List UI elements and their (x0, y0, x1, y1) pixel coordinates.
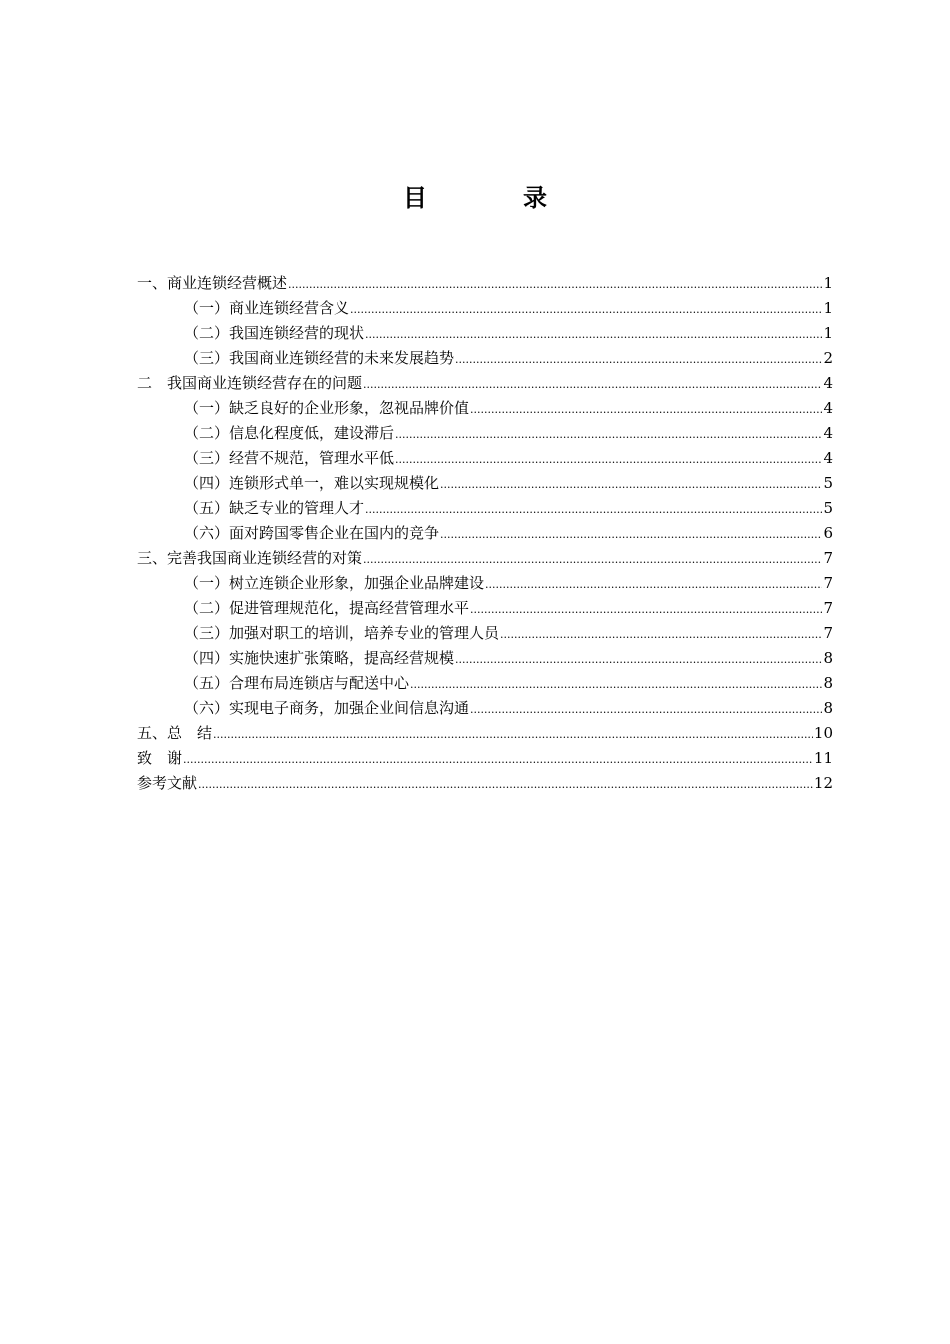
toc-entry-page-number: 2 (823, 349, 833, 367)
toc-entry-label: （四）实施快速扩张策略，提高经营规模 (184, 649, 455, 667)
toc-entry-page-number: 8 (823, 674, 833, 692)
toc-dot-leader (410, 672, 822, 697)
toc-entry-page-number: 4 (823, 449, 833, 467)
toc-entry[interactable] (137, 571, 833, 596)
toc-dot-leader (440, 522, 822, 547)
toc-entry[interactable] (137, 496, 833, 521)
toc-entry-page-number: 11 (813, 749, 833, 767)
toc-entry-page-number: 7 (823, 574, 833, 592)
toc-entry-label: 一、商业连锁经营概述 (137, 274, 288, 292)
toc-entry-label: 三、完善我国商业连锁经营的对策 (137, 549, 363, 567)
table-of-contents (137, 271, 833, 796)
toc-entry-label: （三）经营不规范，管理水平低 (184, 449, 395, 467)
toc-dot-leader (470, 597, 822, 622)
toc-dot-leader (183, 747, 813, 772)
toc-dot-leader (288, 272, 822, 297)
toc-entry[interactable] (137, 771, 833, 796)
toc-entry[interactable] (137, 271, 833, 296)
toc-entry[interactable] (137, 321, 833, 346)
toc-entry-page-number: 8 (823, 699, 833, 717)
toc-entry-label: （一）商业连锁经营含义 (184, 299, 350, 317)
toc-entry-page-number: 7 (823, 549, 833, 567)
toc-entry[interactable] (137, 596, 833, 621)
toc-entry-label: （二）促进管理规范化，提高经营管理水平 (184, 599, 470, 617)
toc-dot-leader (365, 322, 822, 347)
toc-entry[interactable] (137, 371, 833, 396)
toc-entry-label: 五、总 结 (137, 724, 213, 742)
toc-entry-page-number: 1 (823, 299, 833, 317)
toc-dot-leader (395, 447, 822, 472)
toc-dot-leader (455, 647, 822, 672)
toc-entry-label: （五）缺乏专业的管理人才 (184, 499, 365, 517)
toc-dot-leader (350, 297, 822, 322)
toc-entry-label: （五）合理布局连锁店与配送中心 (184, 674, 410, 692)
toc-entry-page-number: 8 (823, 649, 833, 667)
toc-entry-label: 致 谢 (137, 749, 183, 767)
toc-entry-label: （三）我国商业连锁经营的未来发展趋势 (184, 349, 455, 367)
toc-entry[interactable] (137, 346, 833, 371)
toc-entry-label: （六）面对跨国零售企业在国内的竞争 (184, 524, 440, 542)
toc-entry-label: （六）实现电子商务，加强企业间信息沟通 (184, 699, 470, 717)
toc-entry[interactable] (137, 621, 833, 646)
toc-entry[interactable] (137, 396, 833, 421)
toc-entry-label: （一）树立连锁企业形象，加强企业品牌建设 (184, 574, 485, 592)
toc-entry-page-number: 5 (823, 499, 833, 517)
toc-entry-page-number: 1 (823, 324, 833, 342)
toc-dot-leader (365, 497, 822, 522)
toc-entry[interactable] (137, 521, 833, 546)
toc-entry-label: （三）加强对职工的培训，培养专业的管理人员 (184, 624, 500, 642)
toc-entry-label: （四）连锁形式单一，难以实现规模化 (184, 474, 440, 492)
page-title: 目 录 (403, 184, 583, 212)
toc-dot-leader (363, 547, 822, 572)
toc-dot-leader (213, 722, 813, 747)
toc-entry-label: （二）信息化程度低，建设滞后 (184, 424, 395, 442)
toc-entry[interactable] (137, 546, 833, 571)
toc-entry-page-number: 4 (823, 424, 833, 442)
toc-dot-leader (395, 422, 822, 447)
toc-entry[interactable] (137, 646, 833, 671)
toc-entry[interactable] (137, 696, 833, 721)
toc-entry-page-number: 5 (823, 474, 833, 492)
toc-entry[interactable] (137, 421, 833, 446)
toc-entry-label: 二 我国商业连锁经营存在的问题 (137, 374, 363, 392)
toc-dot-leader (440, 472, 822, 497)
toc-entry-page-number: 10 (813, 724, 833, 742)
toc-entry-page-number: 1 (823, 274, 833, 292)
toc-dot-leader (500, 622, 822, 647)
toc-dot-leader (363, 372, 822, 397)
toc-dot-leader (470, 697, 822, 722)
toc-entry-page-number: 7 (823, 599, 833, 617)
toc-entry-page-number: 7 (823, 624, 833, 642)
toc-entry-page-number: 6 (823, 524, 833, 542)
toc-dot-leader (455, 347, 822, 372)
toc-dot-leader (198, 772, 813, 797)
toc-entry[interactable] (137, 721, 833, 746)
toc-dot-leader (470, 397, 822, 422)
toc-entry[interactable] (137, 746, 833, 771)
toc-entry-label: （一）缺乏良好的企业形象，忽视品牌价值 (184, 399, 470, 417)
toc-entry[interactable] (137, 446, 833, 471)
toc-entry[interactable] (137, 471, 833, 496)
toc-dot-leader (485, 572, 822, 597)
toc-entry-page-number: 4 (823, 374, 833, 392)
toc-entry[interactable] (137, 671, 833, 696)
toc-entry-label: （二）我国连锁经营的现状 (184, 324, 365, 342)
toc-entry-page-number: 12 (813, 774, 833, 792)
toc-entry[interactable] (137, 296, 833, 321)
toc-entry-label: 参考文献 (137, 774, 198, 792)
toc-entry-page-number: 4 (823, 399, 833, 417)
